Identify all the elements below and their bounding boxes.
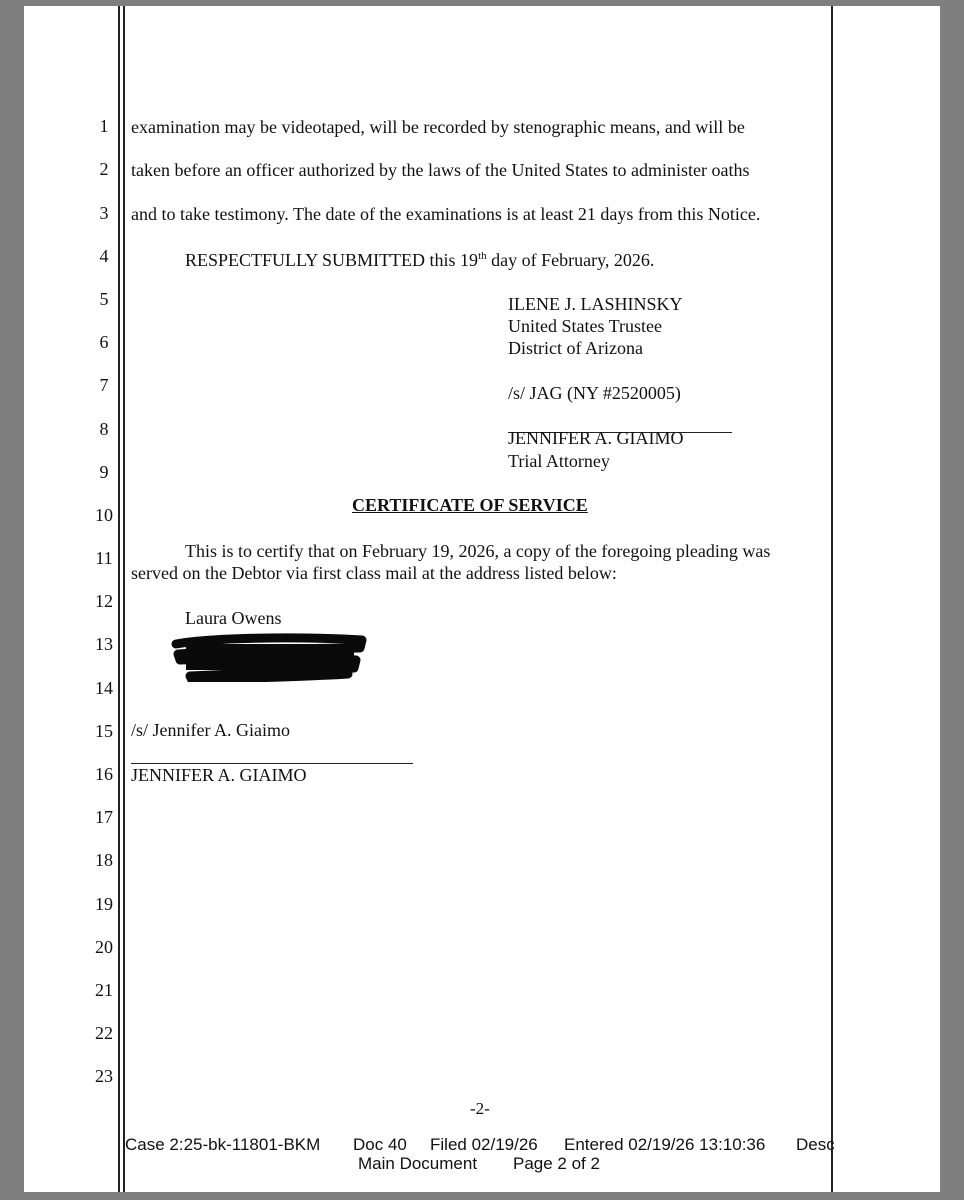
line-number: 21 [95,980,113,1000]
body-line: and to take testimony. The date of the examinations is at least 21 days from this Notice. [131,204,761,224]
certificate-signer-name: JENNIFER A. GIAIMO [131,765,307,785]
line-number: 16 [95,764,113,784]
filed-date: Filed 02/19/26 [430,1135,538,1154]
line-number: 9 [99,462,109,482]
trustee-name: ILENE J. LASHINSKY [508,294,683,314]
document-page [24,6,940,1192]
line-number: 17 [95,807,113,827]
desc-label: Desc [796,1135,835,1154]
ordinal-suffix: th [478,250,487,262]
trustee-title: United States Trustee [508,316,663,336]
line-number: 22 [95,1023,113,1043]
line-number: 4 [99,246,109,266]
body-line: examination may be videotaped, will be recorded by stenographic means, and will be [131,117,745,137]
line-number: 11 [95,548,113,568]
redaction-mark [170,630,370,682]
certificate-text-line: This is to certify that on February 19, 2026, a copy of the foregoing pleading was [185,541,771,561]
line-number: 8 [99,419,109,439]
line-number: 6 [99,332,109,352]
certificate-signature: /s/ Jennifer A. Giaimo [131,720,290,740]
line-number: 2 [99,159,109,179]
main-document-label: Main Document [358,1154,478,1173]
line-number: 14 [95,678,113,698]
attorney-name: JENNIFER A. GIAIMO [508,428,684,448]
right-margin-rule [831,6,833,1192]
line-number: 10 [95,505,113,525]
line-number: 18 [95,850,113,870]
line-number: 19 [95,894,113,914]
line-number: 5 [99,289,109,309]
certificate-heading: CERTIFICATE OF SERVICE [352,495,588,515]
line-number: 13 [95,634,113,654]
page-of-label: Page 2 of 2 [513,1154,600,1173]
line-number: 15 [95,721,113,741]
recipient-name: Laura Owens [185,608,282,628]
line-number: 7 [99,375,109,395]
certificate-text-line: served on the Debtor via first class mail at the address listed below: [131,563,617,583]
line-number: 3 [99,203,109,223]
line-number: 1 [99,116,109,136]
page-number: -2- [470,1099,490,1118]
line-number: 12 [95,591,113,611]
attorney-title: Trial Attorney [508,451,610,471]
entered-date: Entered 02/19/26 13:10:36 [564,1135,766,1154]
doc-number: Doc 40 [353,1135,407,1154]
case-number: Case 2:25-bk-11801-BKM [125,1135,321,1154]
submitted-date-text: day of February, 2026. [486,250,655,270]
submitted-text: RESPECTFULLY SUBMITTED this 19 [185,250,479,270]
attorney-signature: /s/ JAG (NY #2520005) [508,383,681,403]
trustee-district: District of Arizona [508,338,643,358]
respectfully-submitted [185,249,654,271]
body-line: taken before an officer authorized by the laws of the United States to administer oaths [131,160,750,180]
line-number: 20 [95,937,113,957]
line-number: 23 [95,1066,113,1086]
